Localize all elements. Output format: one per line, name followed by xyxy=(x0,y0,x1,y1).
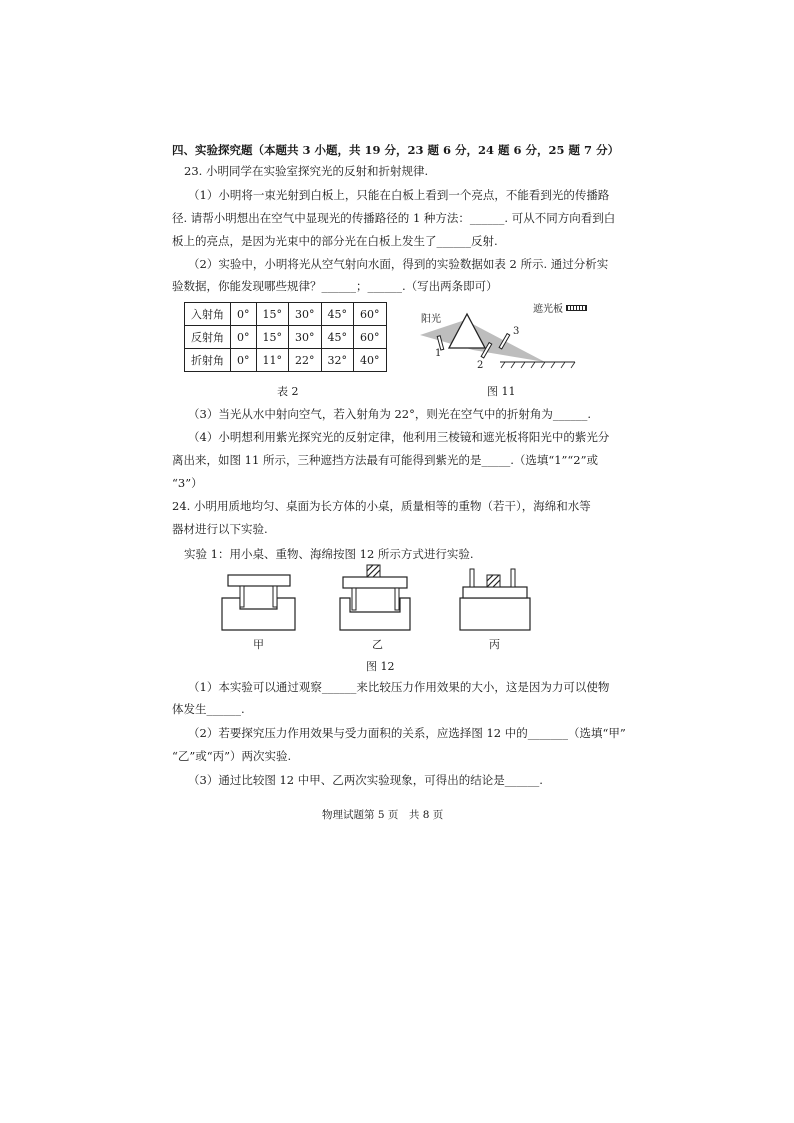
sun-label: 阳光 xyxy=(421,314,441,325)
screen-label: 遮光板 xyxy=(533,304,563,315)
table-cell: 45° xyxy=(321,303,354,326)
table-cell: 32° xyxy=(321,349,354,372)
table-row xyxy=(185,326,387,349)
number-3: 3 xyxy=(513,326,520,337)
table-cell: 60° xyxy=(354,326,387,349)
q23-p2-line1: （2）实验中，小明将光从空气射向水面，得到的实验数据如表 2 所示. 通过分析实 xyxy=(188,257,609,271)
q23-p1-line1: （1）小明将一束光射到白板上，只能在白板上看到一个亮点，不能看到光的传播路 xyxy=(188,188,610,202)
q23-p4-line2: 离出来，如图 11 所示，三种遮挡方法最有可能得到紫光的是_____.（选填“1”“2”或 xyxy=(172,453,598,467)
figure-12-caption: 图 12 xyxy=(366,660,395,673)
label-yi: 乙 xyxy=(372,638,383,651)
table-cell: 0° xyxy=(231,326,257,349)
setup-c xyxy=(460,569,530,630)
q24-exp1: 实验 1：用小桌、重物、海绵按图 12 所示方式进行实验. xyxy=(184,547,474,561)
data-table xyxy=(184,302,387,372)
setup-a xyxy=(222,575,295,630)
q23-p4-line3: “3”） xyxy=(172,476,203,490)
table-row xyxy=(185,349,387,372)
figure-12 xyxy=(215,562,595,632)
section-title: 四、实验探究题（本题共 3 小题，共 19 分，23 题 6 分，24 题 6 分，25 题 7 分） xyxy=(172,143,620,157)
table-cell: 60° xyxy=(354,303,387,326)
table-caption: 表 2 xyxy=(277,385,299,398)
q24-stem-line2: 器材进行以下实验. xyxy=(172,522,268,536)
figure-11 xyxy=(415,300,605,380)
q23-p4-line1: （4）小明想利用紫光探究光的反射定律，他利用三棱镜和遮光板将阳光中的紫光分 xyxy=(188,430,610,444)
q24-stem-line1: 24. 小明用质地均匀、桌面为长方体的小桌，质量相等的重物（若干），海绵和水等 xyxy=(172,499,591,513)
number-1: 1 xyxy=(435,348,442,359)
q23-p3: （3）当光从水中射向空气，若入射角为 22°，则光在空气中的折射角为______. xyxy=(188,407,592,421)
table-cell: 30° xyxy=(289,326,322,349)
table-cell: 22° xyxy=(289,349,322,372)
q24-p2-line1: （2）若要探究压力作用效果与受力面积的关系，应选择图 12 中的_______（选填“甲” xyxy=(188,726,626,740)
tabletop xyxy=(343,577,407,588)
table-cell: 45° xyxy=(321,326,354,349)
row-label: 折射角 xyxy=(185,349,231,372)
setup-b xyxy=(340,565,410,630)
tabletop xyxy=(228,575,290,586)
page-footer: 物理试题第 5 页 共 8 页 xyxy=(322,809,444,821)
row-label: 反射角 xyxy=(185,326,231,349)
table-cell: 15° xyxy=(256,303,289,326)
table-cell: 0° xyxy=(231,349,257,372)
q24-p1-line2: 体发生______. xyxy=(172,702,245,716)
q23-p2-line2: 验数据，你能发现哪些规律？______；______.（写出两条即可） xyxy=(172,279,498,293)
label-jia: 甲 xyxy=(253,638,264,651)
number-2: 2 xyxy=(477,360,484,371)
row-label: 入射角 xyxy=(185,303,231,326)
q23-p1-line3: 板上的亮点，是因为光束中的部分光在白板上发生了______反射. xyxy=(172,234,498,248)
sponge xyxy=(460,598,530,630)
screen-icon xyxy=(566,305,587,311)
table-cell: 11° xyxy=(256,349,289,372)
figure-11-caption: 图 11 xyxy=(487,385,516,398)
table-row xyxy=(185,303,387,326)
tabletop xyxy=(463,587,527,598)
q24-p3: （3）通过比较图 12 中甲、乙两次实验现象，可得出的结论是______. xyxy=(188,773,543,787)
table-cell: 15° xyxy=(256,326,289,349)
q23-stem: 23. 小明同学在实验室探究光的反射和折射规律. xyxy=(184,164,429,178)
table-cell: 0° xyxy=(231,303,257,326)
q24-p2-line2: “乙”或“丙”）两次实验. xyxy=(172,749,292,763)
label-bing: 丙 xyxy=(489,638,500,651)
sponge xyxy=(222,598,295,630)
q24-p1-line1: （1）本实验可以通过观察______来比较压力作用效果的大小，这是因为力可以使物 xyxy=(188,680,610,694)
q23-p1-line2: 径. 请帮小明想出在空气中显现光的传播路径的 1 种方法：______. 可从不同方向看到白 xyxy=(172,211,616,225)
table-cell: 40° xyxy=(354,349,387,372)
table-cell: 30° xyxy=(289,303,322,326)
